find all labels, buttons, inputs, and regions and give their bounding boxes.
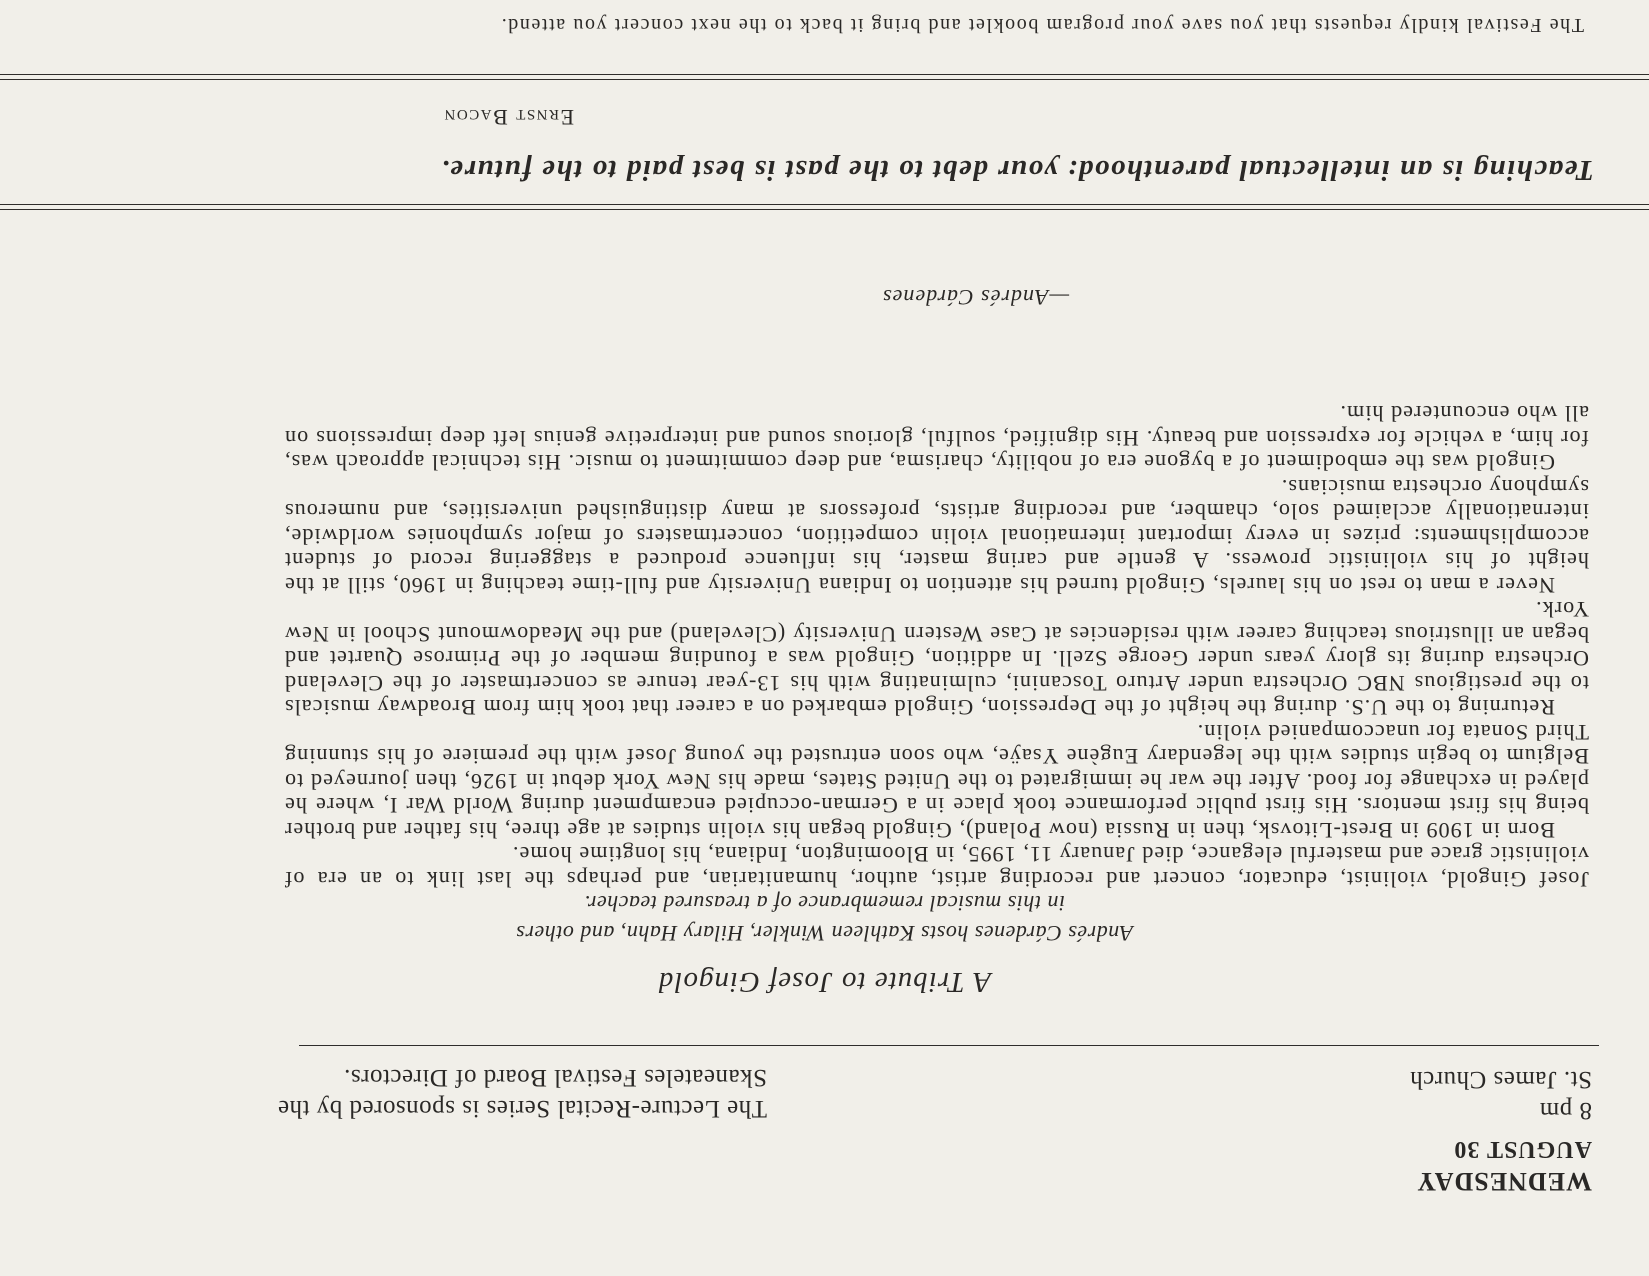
paragraph: Never a man to rest on his laurels, Gingold turned his attention to Indiana University and full-time teaching in 1960, still at the height of his violinistic prowess. A gentle and caring master, his influence produced a staggering record of student accomplishments: prizes in every important international violin competition, concertmasters of major symphonies worldwide, internationally acclaimed solo, chamber, and recording artists, professors at many distinguished universities, and numerous symphony orchestra musicians. xyxy=(284,475,1589,598)
quote-author: Ernst Bacon xyxy=(443,105,574,130)
sponsor-line-1: The Lecture-Recital Series is sponsored by the xyxy=(277,1095,767,1122)
quote-divider-bottom-b xyxy=(0,74,1649,75)
sponsor-note xyxy=(47,1062,767,1124)
header-divider xyxy=(299,1045,1599,1046)
sponsor-line-2: Skaneateles Festival Board of Directors. xyxy=(343,1064,767,1091)
paragraph: Josef Gingold, violinist, educator, concert and recording artist, author, humanitarian, and perhaps the last link to an era of violinistic grace and masterful elegance, died January 11, 1995, in Bloomington, Indiana, his longtime home. xyxy=(284,842,1589,892)
paragraph: Gingold was the embodiment of a bygone era of nobility, charisma, and deep commitment to music. His technical approach was, for him, a vehicle for expression and beauty. His dignified, soulful, glorious sound and interpretive genius left deep impressions on all who encountered him. xyxy=(284,401,1589,476)
quote-text: Teaching is an intellectual parenthood: your debt to the past is best paid to the future. xyxy=(440,154,1594,186)
notes-signature: —Andrés Cárdenes xyxy=(882,285,1069,310)
quote-divider-bottom-a xyxy=(0,79,1649,80)
quote-divider-top-a xyxy=(0,209,1649,210)
paragraph: Born in 1909 in Brest-Litovsk, then in Russia (now Poland), Gingold began his violin studies at age three, his father and brother being his first mentors. His first public performance took place in a German-occupied encampment during World War I, where he played in exchange for food. After the war he immigrated to the United States, made his New York debut in 1926, then journeyed to Belgium to begin studies with the legendary Eugène Ysaÿe, who soon entrusted the young Josef with the premiere of his stunning Third Sonata for unaccompanied violin. xyxy=(284,720,1589,843)
event-subtitle-1: Andrés Cárdenes hosts Kathleen Winkler, Hilary Hahn, and others xyxy=(515,921,1134,946)
venue-label: St. James Church xyxy=(1409,1066,1592,1093)
quote-divider-top-b xyxy=(0,204,1649,205)
event-subtitle-2: in this musical remembrance of a treasured teacher. xyxy=(583,891,1066,916)
date-label: AUGUST 30 xyxy=(1453,1136,1592,1162)
program-notes xyxy=(284,401,1589,891)
festival-notice: The Festival kindly requests that you save your program booklet and bring it back to the next concert you attend. xyxy=(500,14,1584,36)
day-label: WEDNESDAY xyxy=(1416,1167,1592,1196)
event-title: A Tribute to Josef Gingold xyxy=(657,966,992,998)
time-label: 8 pm xyxy=(1539,1097,1592,1124)
paragraph: Returning to the U.S. during the height of the Depression, Gingold embarked on a career that took him from Broadway musicals to the prestigious NBC Orchestra under Arturo Toscanini, culminating with his 13-year tenure as concertmaster of the Cleveland Orchestra during its glory years under George Szell. In addition, Gingold was a founding member of the Primrose Quartet and began an illustrious teaching career with residencies at Case Western University (Cleveland) and the Meadowmount School in New York. xyxy=(284,597,1589,721)
